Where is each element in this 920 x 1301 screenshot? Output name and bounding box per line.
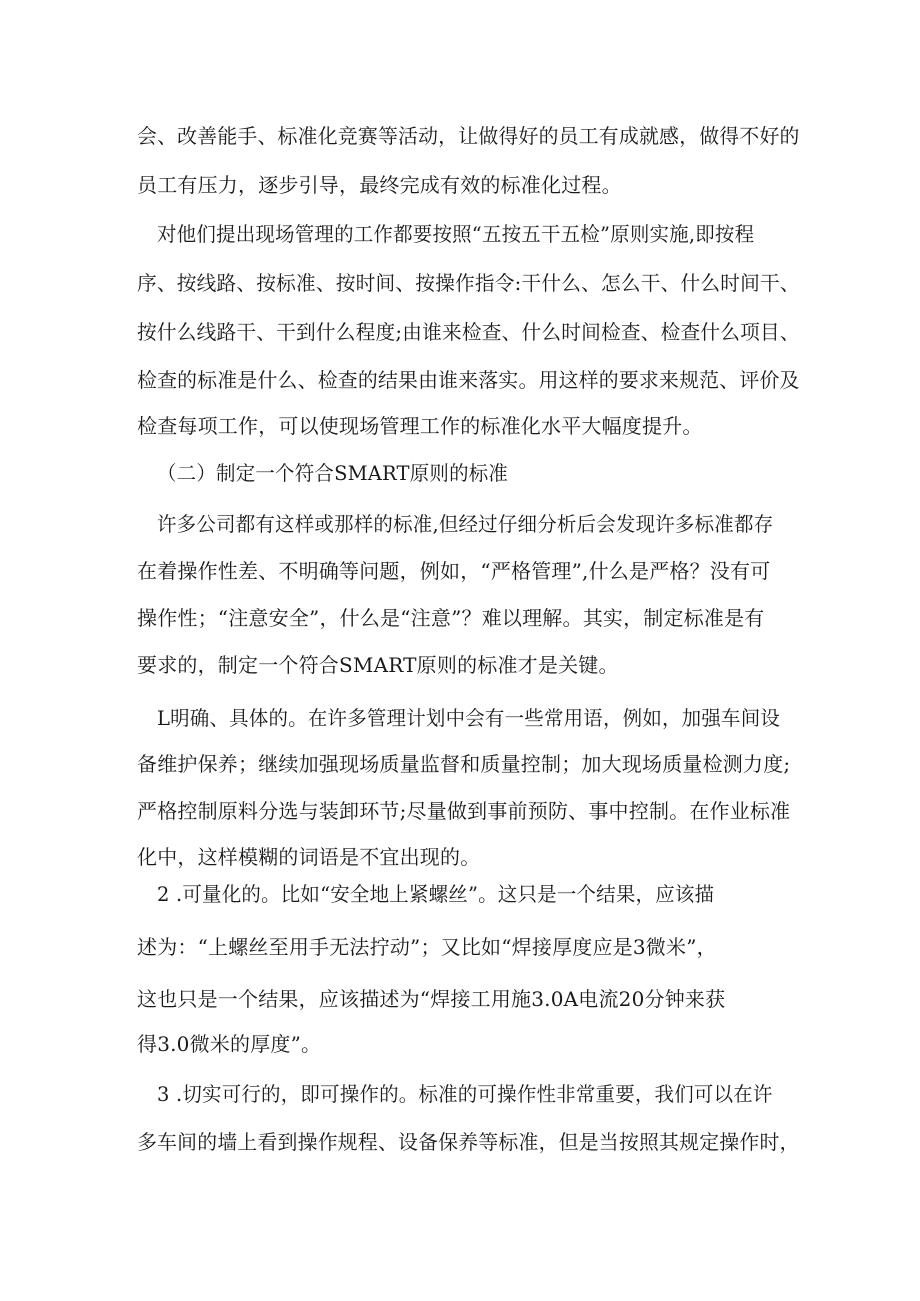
- text-line: 会、改善能手、标准化竞赛等活动，让做得好的员工有成就感，做得不好的: [137, 124, 800, 148]
- text-line: L明确、具体的。在许多管理计划中会有一些常用语，例如，加强车间设: [157, 706, 781, 730]
- text-line: 3 .切实可行的，即可操作的。标准的可操作性非常重要，我们可以在许: [157, 1082, 773, 1106]
- text-line: 多车间的墙上看到操作规程、设备保养等标准，但是当按照其规定操作时，: [137, 1130, 800, 1154]
- text-line: 按什么线路干、干到什么程度;由谁来检查、什么时间检查、检查什么项目、: [137, 320, 800, 344]
- text-line: 员工有压力，逐步引导，最终完成有效的标准化过程。: [137, 173, 622, 197]
- text-line: 许多公司都有这样或那样的标准,但经过仔细分析后会发现许多标准都存: [157, 512, 774, 536]
- text-line: 要求的，制定一个符合SMART原则的标准才是关键。: [137, 653, 619, 677]
- text-line: 检查每项工作，可以使现场管理工作的标准化水平大幅度提升。: [137, 414, 703, 438]
- text-line: 对他们提出现场管理的工作都要按照“五按五干五检”原则实施,即按程: [157, 222, 755, 246]
- text-line: 2 .可量化的。比如“安全地上紧螺丝”。这只是一个结果，应该描: [157, 882, 715, 906]
- text-line: 得3.0微米的厚度”。: [137, 1032, 322, 1056]
- text-line: 这也只是一个结果，应该描述为“焊接工用施3.0A电流20分钟来获: [137, 987, 726, 1011]
- text-line: 操作性；“注意安全”，什么是“注意”？难以理解。其实，制定标准是有: [137, 606, 765, 630]
- text-line: 化中，这样模糊的词语是不宜出现的。: [137, 845, 481, 869]
- text-line: 述为：“上螺丝至用手无法拧动”；又比如“焊接厚度应是3微米”，: [137, 935, 717, 959]
- text-line: 序、按线路、按标准、按时间、按操作指令:干什么、怎么干、什么时间干、: [137, 271, 800, 295]
- section-heading: （二）制定一个符合SMART原则的标准: [157, 461, 509, 485]
- text-line: 严格控制原料分选与装卸环节;尽量做到事前预防、事中控制。在作业标准: [137, 799, 791, 823]
- text-line: 检查的标准是什么、检查的结果由谁来落实。用这样的要求来规范、评价及: [137, 368, 800, 392]
- text-line: 在着操作性差、不明确等问题，例如，“严格管理”,什么是严格？没有可: [137, 559, 771, 583]
- text-line: 备维护保养；继续加强现场质量监督和质量控制；加大现场质量检测力度;: [137, 752, 791, 776]
